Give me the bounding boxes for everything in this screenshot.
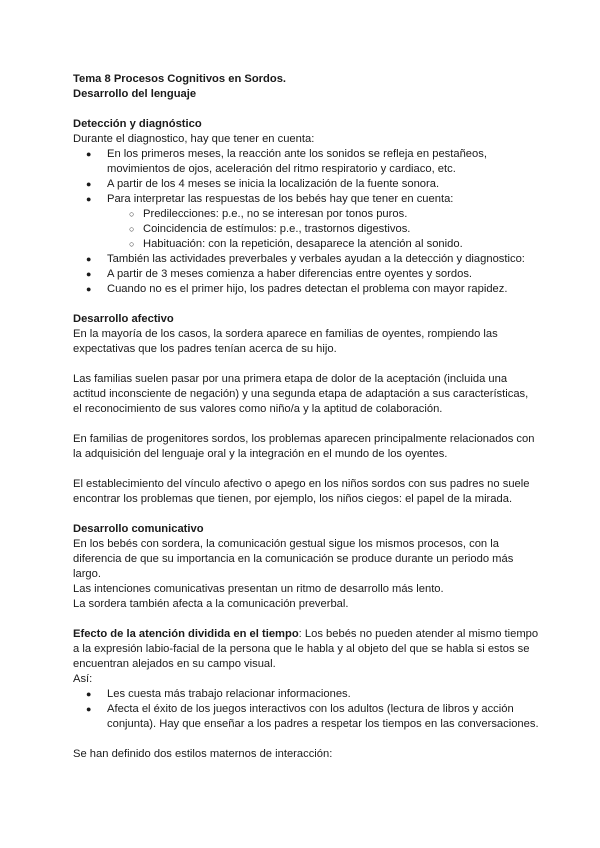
document-title: Tema 8 Procesos Cognitivos en Sordos. xyxy=(73,73,287,85)
sub-bullet-list xyxy=(143,207,540,252)
list-item-text: Para interpretar las respuestas de los bebés hay que tener en cuenta: xyxy=(107,193,454,205)
paragraph-efecto-text: : Los bebés no pueden atender al mismo tiempo a la expresión labio-facial de la persona que le habla y al objeto del que se habla si estos se encuentran alejados en su campo visual. xyxy=(73,628,539,670)
sub-list-item: ○ Coincidencia de estímulos: p.e., trastornos digestivos. xyxy=(143,222,540,237)
sub-list-item: ○ Predilecciones: p.e., no se interesan por tonos puros. xyxy=(143,207,540,222)
paragraph: En la mayoría de los casos, la sordera aparece en familias de oyentes, rompiendo las expectativas que los padres tenían acerca de su hijo. xyxy=(73,328,498,355)
section-intro-deteccion: Durante el diagnostico, hay que tener en cuenta: xyxy=(73,133,315,145)
list-item: ● En los primeros meses, la reacción ante los sonidos se refleja en pestañeos, movimientos de ojos, aceleración del ritmo respiratorio y cardiaco, etc. xyxy=(73,147,540,177)
inline-heading-efecto: Efecto de la atención dividida en el tiempo xyxy=(73,628,299,640)
list-item: ● Les cuesta más trabajo relacionar informaciones. xyxy=(73,687,540,702)
list-item: ● A partir de los 4 meses se inicia la localización de la fuente sonora. xyxy=(73,177,540,192)
section-heading-afectivo: Desarrollo afectivo xyxy=(73,313,174,325)
bullet-list-deteccion xyxy=(73,147,540,297)
section-heading-comunicativo: Desarrollo comunicativo xyxy=(73,523,204,535)
list-item: ● Afecta el éxito de los juegos interactivos con los adultos (lectura de libros y acción conjunta). Hay que enseñar a los padres a respetar los tiempos en las conversaciones. xyxy=(73,702,540,732)
paragraph: Se han definido dos estilos maternos de interacción: xyxy=(73,748,333,760)
bullet-list-efecto xyxy=(73,687,540,732)
paragraph: En familias de progenitores sordos, los problemas aparecen principalmente relacionados con la adquisición del lenguaje oral y la integración en el mundo de los oyentes. xyxy=(73,433,535,460)
list-item: ● Cuando no es el primer hijo, los padres detectan el problema con mayor rapidez. xyxy=(73,282,540,297)
paragraph: El establecimiento del vínculo afectivo o apego en los niños sordos con sus padres no suele encontrar los problemas que tienen, por ejemplo, los niños ciegos: el papel de la mirada. xyxy=(73,478,530,505)
section-heading-deteccion: Detección y diagnóstico xyxy=(73,118,202,130)
sub-list-item: ○ Habituación: con la repetición, desaparece la atención al sonido. xyxy=(143,237,540,252)
list-item xyxy=(73,192,540,252)
paragraph-efecto xyxy=(73,627,540,672)
paragraph: La sordera también afecta a la comunicación preverbal. xyxy=(73,598,349,610)
document-subtitle: Desarrollo del lenguaje xyxy=(73,88,197,100)
paragraph: Las intenciones comunicativas presentan un ritmo de desarrollo más lento. xyxy=(73,583,444,595)
paragraph: Así: xyxy=(73,673,93,685)
list-item: ● A partir de 3 meses comienza a haber diferencias entre oyentes y sordos. xyxy=(73,267,540,282)
list-item: ● También las actividades preverbales y verbales ayudan a la detección y diagnostico: xyxy=(73,252,540,267)
paragraph: Las familias suelen pasar por una primera etapa de dolor de la aceptación (incluida una actitud inconsciente de negación) y una segunda etapa de adaptación a sus características, el reconocimiento de sus valores como niño/a y la aptitud de colaboración. xyxy=(73,373,529,415)
paragraph: En los bebés con sordera, la comunicación gestual sigue los mismos procesos, con la diferencia de que su importancia en la comunicación se produce durante un periodo más largo. xyxy=(73,538,514,580)
